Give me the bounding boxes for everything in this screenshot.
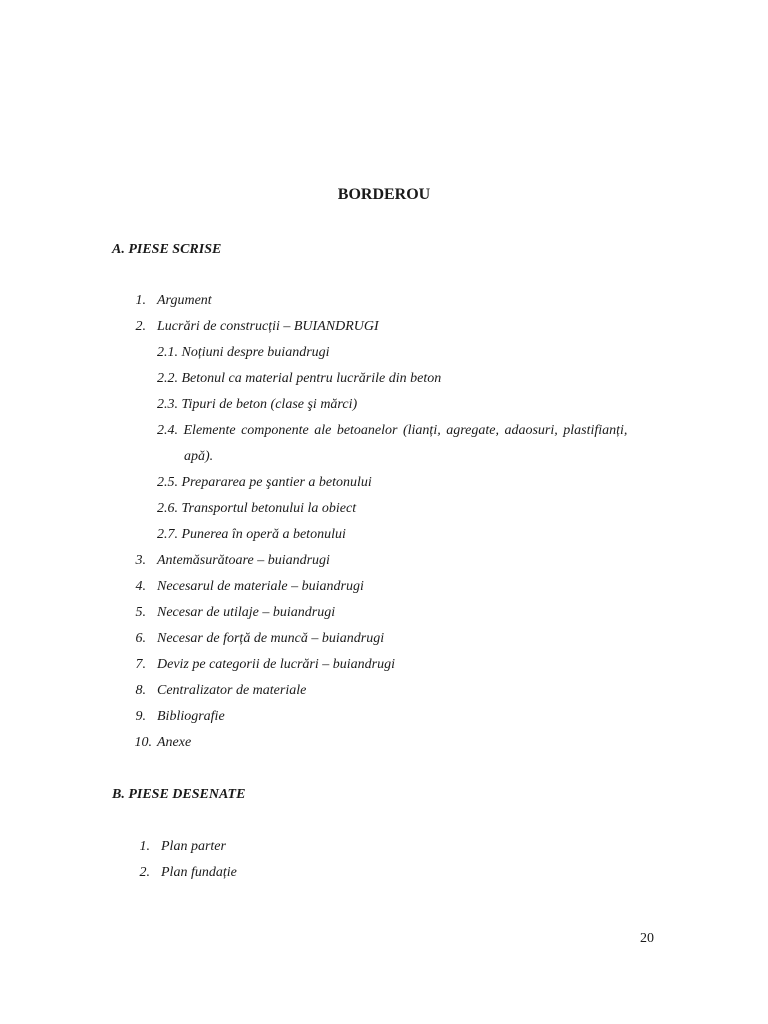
list-subitem-continuation: apă). — [184, 449, 214, 464]
list-item-text: Antemăsurătoare – buiandrugi — [157, 553, 330, 568]
list-item-text: Argument — [157, 293, 212, 308]
list-item-text: Bibliografie — [157, 709, 225, 724]
list-item-text: Lucrări de construcții – BUIANDRUGI — [157, 319, 379, 334]
list-item-number: 5. — [135, 605, 146, 620]
list-item-text: Plan parter — [161, 839, 226, 854]
list-subitem-text: 2.3. Tipuri de beton (clase şi mărci) — [157, 397, 358, 412]
list-subitem-text: 2.1. Noțiuni despre buiandrugi — [157, 345, 330, 360]
list-item-number: 8. — [135, 683, 146, 698]
list-item-text: Centralizator de materiale — [157, 683, 307, 698]
list-item-number: 2. — [135, 319, 146, 334]
list-subitem-text: 2.2. Betonul ca material pentru lucrările din beton — [157, 371, 442, 386]
section-b-heading: B. PIESE DESENATE — [112, 787, 246, 802]
list-item-text: Anexe — [157, 735, 192, 750]
document-title: BORDEROU — [337, 186, 431, 203]
list-item-number: 6. — [135, 631, 146, 646]
list-item-text: Plan fundație — [161, 865, 237, 880]
list-item-number: 7. — [135, 657, 146, 672]
list-item-number: 1. — [135, 293, 146, 308]
list-subitem-text: 2.6. Transportul betonului la obiect — [157, 501, 357, 516]
list-item-number: 3. — [135, 553, 146, 568]
list-item-number: 9. — [135, 709, 146, 724]
list-item-number: 4. — [135, 579, 146, 594]
list-item-number: 2. — [139, 865, 150, 880]
list-item-text: Deviz pe categorii de lucrări – buiandrugi — [157, 657, 395, 672]
section-a-heading: A. PIESE SCRISE — [112, 242, 222, 257]
list-subitem-text: 2.5. Prepararea pe şantier a betonului — [157, 475, 372, 490]
list-subitem-text: 2.7. Punerea în operă a betonului — [157, 527, 346, 542]
list-item-number: 10. — [134, 735, 152, 750]
list-item-text: Necesar de forță de muncă – buiandrugi — [157, 631, 385, 646]
list-subitem-text: 2.4. Elemente componente ale betoanelor (lianți, agregate, adaosuri, plastifianți, — [157, 423, 628, 438]
list-item-text: Necesarul de materiale – buiandrugi — [157, 579, 364, 594]
list-item-text: Necesar de utilaje – buiandrugi — [157, 605, 336, 620]
list-item-number: 1. — [139, 839, 150, 854]
page-number: 20 — [640, 931, 654, 946]
